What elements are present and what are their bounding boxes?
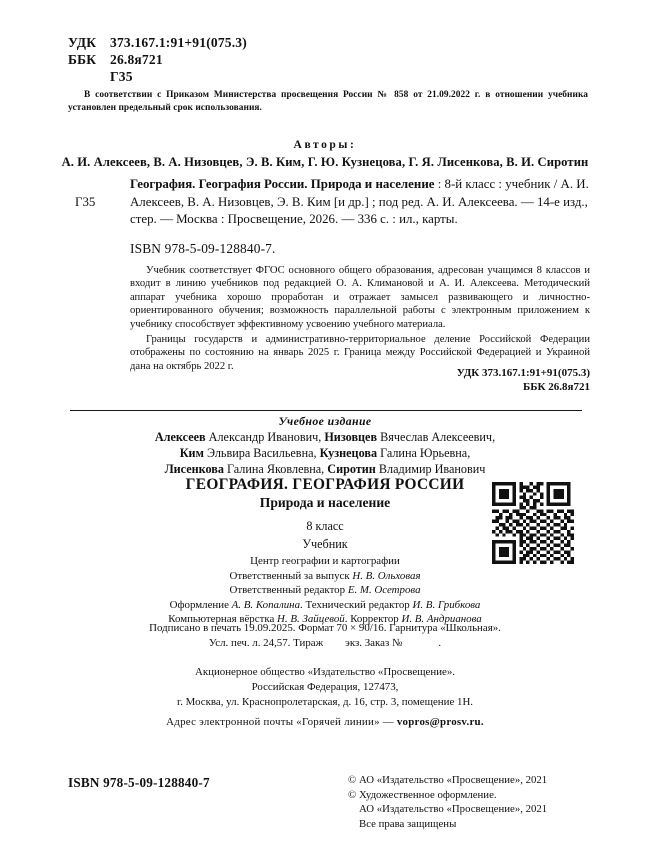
- author-surname: Кузнецова: [319, 445, 378, 460]
- bbk-footer-value: ББК 26.8я721: [523, 381, 590, 393]
- author-surname: Сиротин: [327, 461, 376, 476]
- credit-editor-label: Ответственный редактор: [229, 584, 348, 597]
- udk-row: [68, 34, 247, 51]
- classification-block: [68, 34, 247, 85]
- copyright-line-2: [348, 788, 598, 803]
- bbk-value: 26.8я721: [110, 52, 163, 67]
- credit-layout-name: Н. В. Зайцевой: [277, 613, 345, 626]
- hotline-email-line: [0, 716, 650, 728]
- copyright-line-1: [348, 773, 598, 788]
- credit-design-label: Оформление: [169, 598, 232, 611]
- copyright-text-2: Художественное оформление.: [359, 788, 497, 801]
- credit-design-name: А. В. Копалина: [231, 598, 301, 611]
- author-surname: Алексеев: [154, 430, 206, 444]
- bibliographic-record: [68, 176, 592, 229]
- credit-release: [0, 569, 650, 584]
- print-data-line-1: Подписано в печать 19.09.2025. Формат 70 × 90/16. Гарнитура «Школьная».: [149, 622, 501, 634]
- copyright-line-4: [348, 817, 598, 832]
- publisher-country: Российская Федерация, 127473,: [251, 681, 399, 693]
- author-surname: Лисенкова: [164, 461, 224, 476]
- authors-names: А. И. Алексеев, В. А. Низовцев, Э. В. Ким, Г. Ю. Кузнецова, Г. Я. Лисенкова, В. И. Сиротин: [61, 155, 589, 169]
- bbk-label: ББК: [68, 52, 97, 67]
- biblio-title: География. География России. Природа и население: [130, 177, 435, 191]
- print-data-line-2: [0, 636, 650, 651]
- author-surname: Низовцев: [324, 430, 378, 444]
- biblio-catalog-code: Г35: [75, 194, 96, 209]
- copyright-text-4: Все права защищены: [359, 817, 457, 830]
- publisher-name: Акционерное общество «Издательство «Просвещение».: [194, 666, 456, 678]
- udk-footer-block: [0, 366, 590, 394]
- author-given-name: Галина Яковлевна,: [223, 461, 328, 476]
- author-given-name: Владимир Иванович: [375, 461, 486, 476]
- credit-release-name: Н. В. Ольховая: [352, 569, 421, 582]
- publisher-block: [0, 665, 650, 710]
- imprint-author-line-1: [0, 430, 650, 446]
- credit-center: Центр географии и картографии: [250, 555, 400, 567]
- section-divider: [70, 410, 582, 411]
- annotation-paragraph-1: Учебник соответствует ФГОС основного общего образования, адресован учащимся 8 классов и входит в линию учебников под редакцией О. А. Климановой и А. И. Алексеева. Методический аппарат учебника хорошо проработан и отражает замысел развивающего и личностно-ориентированного обучения; возможность параллельной работы с электронным приложением к учебнику способствует эффективному усвоению учебного материала.: [130, 265, 590, 330]
- catalog-code: Г35: [110, 69, 133, 84]
- udk-label: УДК: [68, 35, 97, 50]
- print-run-label: Усл. печ. л. 24,57. Тираж: [208, 637, 324, 649]
- book-grade: 8 класс: [306, 519, 344, 533]
- ministry-order-notice: [68, 89, 588, 114]
- copyright-block: [348, 773, 598, 831]
- credit-layout-label: Компьютерная вёрстка: [168, 613, 278, 626]
- isbn-record: ISBN 978-5-09-128840-7.: [130, 241, 276, 256]
- notice-text: В соответствии с Приказом Министерства просвещения России № 858 от 21.09.2022 г. в отношении учебника установлен предельный срок использования.: [68, 90, 588, 113]
- credit-release-label: Ответственный за выпуск: [229, 569, 353, 582]
- credit-tech-name: И. В. Грибкова: [412, 598, 481, 611]
- isbn-footer: ISBN 978-5-09-128840-7: [68, 775, 210, 790]
- credit-tech-label: . Технический редактор: [300, 598, 413, 611]
- copyright-line-3: [348, 802, 598, 817]
- edition-type-label: Учебное издание: [278, 414, 372, 428]
- author-given-name: Александр Иванович,: [205, 430, 325, 444]
- qr-code-icon[interactable]: [492, 482, 574, 564]
- annotation-block: [130, 264, 590, 373]
- copyright-symbol: ©: [348, 788, 357, 801]
- print-data-period: .: [438, 637, 442, 649]
- udk-value: 373.167.1:91+91(075.3): [110, 35, 247, 50]
- copyright-text-1: АО «Издательство «Просвещение», 2021: [359, 774, 548, 786]
- hotline-email-label: Адрес электронной почты «Горячей линии» —: [166, 716, 397, 728]
- credit-editor: [0, 583, 650, 598]
- order-label: экз. Заказ №: [345, 637, 403, 649]
- print-data-block: [0, 621, 650, 651]
- book-subtitle: Природа и население: [259, 495, 391, 510]
- copyright-text-3: АО «Издательство «Просвещение», 2021: [359, 803, 548, 816]
- author-given-name: Галина Юрьевна,: [377, 445, 471, 460]
- biblio-body: [130, 176, 592, 229]
- copyright-symbol: ©: [348, 774, 357, 786]
- imprint-authors: [0, 430, 650, 477]
- author-given-name: Вячеслав Алексеевич,: [377, 430, 496, 444]
- production-credits: [0, 554, 650, 627]
- bbk-row: [68, 51, 247, 68]
- biblio-description: : 8-й класс : учебник / А. И. Алексеев, В. А. Низовцев, Э. В. Ким [и др.] ; под ред. А. И. Алексеева. — 14-е изд., стер. — Москва : Просвещение, 2026. — 336 с. : ил., карты.: [130, 177, 589, 227]
- udk-footer-value: УДК 373.167.1:91+91(075.3): [456, 367, 590, 379]
- credit-design: [0, 598, 650, 613]
- annotation-paragraph-2: Границы государств и административно-территориальное деление Российской Федерации отображены по состоянию на январь 2025 г. Граница между Российской Федерацией и Украиной дана на октябрь 2022 г.: [130, 334, 590, 372]
- book-title: ГЕОГРАФИЯ. ГЕОГРАФИЯ РОССИИ: [185, 476, 465, 493]
- book-kind: Учебник: [302, 537, 348, 551]
- imprint-author-line-2: [0, 446, 650, 462]
- credit-editor-name: Е. М. Осетрова: [347, 584, 421, 597]
- author-given-name: Эльвира Васильевна,: [203, 445, 320, 460]
- credit-proof-name: И. В. Андрианова: [401, 613, 482, 626]
- author-surname: Ким: [179, 445, 204, 460]
- hotline-email-value[interactable]: vopros@prosv.ru.: [396, 716, 484, 728]
- authors-label: Авторы:: [293, 139, 357, 151]
- credit-proof-label: . Корректор: [344, 613, 402, 626]
- publisher-address: г. Москва, ул. Краснопролетарская, д. 16, стр. 3, помещение 1Н.: [176, 696, 474, 708]
